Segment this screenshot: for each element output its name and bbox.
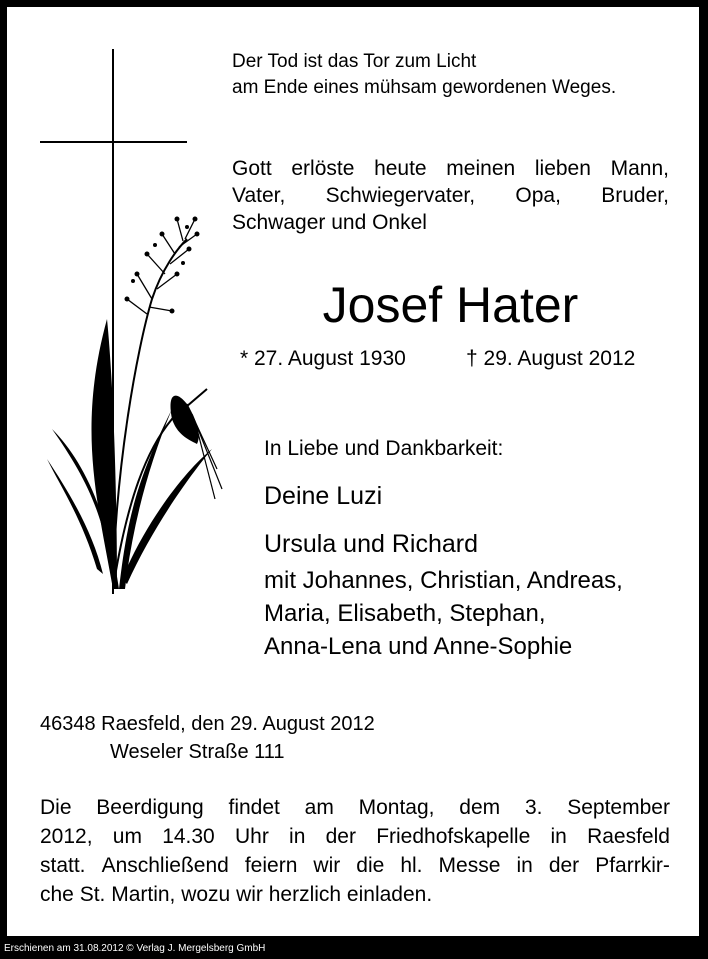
life-dates (240, 345, 636, 373)
publication-credit: Erschienen am 31.08.2012 © Verlag J. Mergelsberg GmbH (4, 943, 266, 954)
grandchildren-line: Maria, Elisabeth, Stephan, (264, 600, 546, 627)
motto-verse (232, 49, 616, 101)
spouse-name: Deine Luzi (264, 482, 383, 510)
address-block (40, 710, 375, 766)
motto-line: am Ende eines mühsam gewordenen Weges. (232, 77, 617, 98)
birth-date: * 27. August 1930 (240, 347, 406, 370)
announcement-line: Vater, Schwiegervater, Opa, Bruder, (232, 184, 669, 207)
death-date: † 29. August 2012 (466, 347, 636, 370)
address-street: Weseler Straße 111 (110, 741, 285, 763)
announcement-line: Gott erlöste heute meinen lieben Mann, (232, 157, 669, 180)
funeral-line: statt. Anschließend feiern wir die hl. Messe in der Pfarrkir- (40, 854, 670, 877)
announcement-text (232, 155, 669, 236)
funeral-notice (40, 793, 670, 909)
grandchildren-line: mit Johannes, Christian, Andreas, (264, 567, 623, 594)
address-place-date: 46348 Raesfeld, den 29. August 2012 (40, 713, 375, 735)
obituary-card (7, 7, 699, 936)
grandchildren-line: Anna-Lena und Anne-Sophie (264, 633, 573, 660)
grandchildren-list (264, 564, 623, 663)
funeral-line: 2012, um 14.30 Uhr in der Friedhofskapelle in Raesfeld (40, 825, 670, 848)
motto-line: Der Tod ist das Tor zum Licht (232, 51, 477, 72)
deceased-name: Josef Hater (322, 277, 579, 333)
announcement-line: Schwager und Onkel (232, 211, 427, 234)
cross-with-grain-ears-icon (37, 49, 227, 599)
funeral-line: Die Beerdigung findet am Montag, dem 3. September (40, 796, 670, 819)
funeral-line: che St. Martin, wozu wir herzlich einladen. (40, 883, 433, 906)
mourners-intro: In Liebe und Dankbarkeit: (264, 437, 504, 460)
family-main: Ursula und Richard (264, 530, 478, 558)
